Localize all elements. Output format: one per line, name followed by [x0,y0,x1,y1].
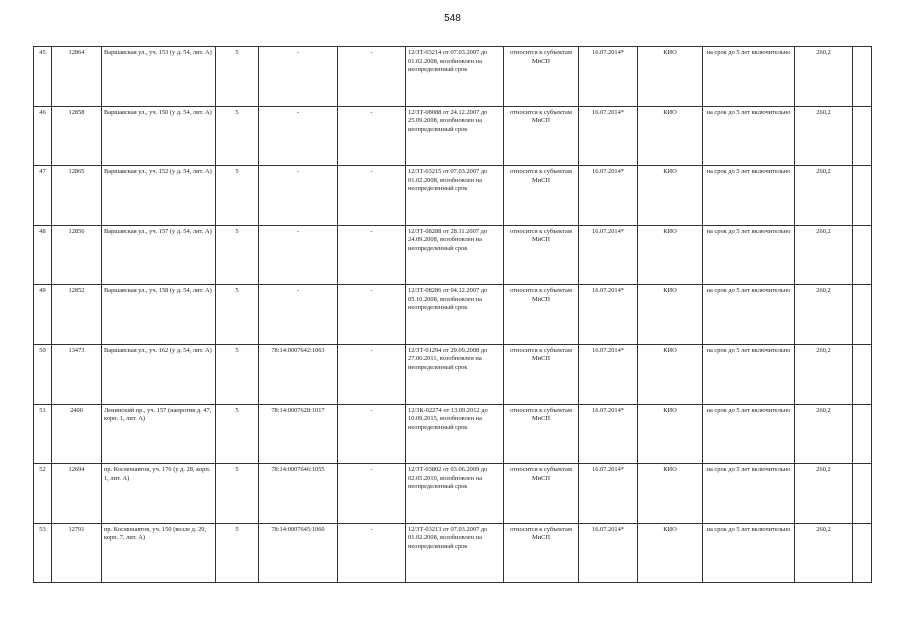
category-cell: относится к субъектам МиСП [504,225,579,285]
contract-cell: 12/ЗТ-08088 от 24.12.2007 до 25.09.2008, возобновлен на неопределенный срок [406,106,504,166]
category-cell: относится к субъектам МиСП [504,166,579,226]
empty-cell [853,166,872,226]
holder-cell: КИО [638,106,703,166]
area-cell: 5 [216,523,259,583]
dash-cell: - [338,344,406,404]
row-number-cell: 53 [34,523,52,583]
empty-cell [853,47,872,107]
term-cell: на срок до 5 лет включительно [703,106,795,166]
area-cell: 5 [216,47,259,107]
empty-cell [853,523,872,583]
dash-cell: - [338,47,406,107]
area-cell: 5 [216,344,259,404]
date-cell: 16.07.2014* [579,285,638,345]
empty-cell [853,344,872,404]
holder-cell: КИО [638,344,703,404]
price-cell: 260,2 [795,464,853,524]
dash-cell: - [338,404,406,464]
table-row [34,166,872,226]
dash-cell: - [338,523,406,583]
row-number-cell: 50 [34,344,52,404]
address-cell: Варшавская ул., уч. 153 (у д. 54, лит. А) [102,47,216,107]
row-number-cell: 51 [34,404,52,464]
area-cell: 5 [216,225,259,285]
price-cell: 260,2 [795,225,853,285]
holder-cell: КИО [638,225,703,285]
category-cell: относится к субъектам МиСП [504,47,579,107]
area-cell: 5 [216,166,259,226]
holder-cell: КИО [638,47,703,107]
cadastral-number-cell: - [259,166,338,226]
price-cell: 260,2 [795,344,853,404]
row-number-cell: 48 [34,225,52,285]
table-row [34,106,872,166]
area-cell: 5 [216,404,259,464]
contract-cell: 12/ЗТ-03214 от 07.03.2007 до 01.02.2008, возобновлен на неопределенный срок [406,47,504,107]
contract-cell: 12/ЗК-02274 от 13.09.2012 до 10.09.2015, возобновлен на неопределенный срок [406,404,504,464]
holder-cell: КИО [638,464,703,524]
table-row [34,464,872,524]
empty-cell [853,464,872,524]
price-cell: 260,2 [795,47,853,107]
dash-cell: - [338,166,406,226]
empty-cell [853,404,872,464]
object-id-cell: 12858 [52,106,102,166]
price-cell: 260,2 [795,106,853,166]
object-id-cell: 12856 [52,225,102,285]
table-row [34,285,872,345]
contract-cell: 12/ЗТ-03215 от 07.03.2007 до 01.02.2008, возобновлен на неопределенный срок [406,166,504,226]
cadastral-number-cell: 78:14:0007645:1060 [259,523,338,583]
area-cell: 5 [216,285,259,345]
cadastral-number-cell: 78:14:0007646:1055 [259,464,338,524]
dash-cell: - [338,464,406,524]
category-cell: относится к субъектам МиСП [504,285,579,345]
holder-cell: КИО [638,285,703,345]
contract-cell: 12/ЗТ-03213 от 07.03.2007 до 01.02.2008, возобновлен на неопределенный срок [406,523,504,583]
object-id-cell: 12864 [52,47,102,107]
term-cell: на срок до 5 лет включительно [703,523,795,583]
date-cell: 16.07.2014* [579,344,638,404]
cadastral-number-cell: 78:14:0007642:1063 [259,344,338,404]
date-cell: 16.07.2014* [579,225,638,285]
address-cell: Варшавская ул., уч. 150 (у д. 54, лит. А) [102,106,216,166]
date-cell: 16.07.2014* [579,106,638,166]
dash-cell: - [338,106,406,166]
row-number-cell: 46 [34,106,52,166]
contract-cell: 12/ЗТ-08286 от 04.12.2007 до 05.10.2008, возобновлен на неопределенный срок [406,285,504,345]
area-cell: 5 [216,464,259,524]
contract-cell: 12/ЗТ-03802 от 03.06.2009 до 02.05.2010, возобновлен на неопределенный срок [406,464,504,524]
address-cell: Варшавская ул., уч. 152 (у д. 54, лит. А) [102,166,216,226]
price-cell: 260,2 [795,166,853,226]
term-cell: на срок до 5 лет включительно [703,47,795,107]
table-row [34,523,872,583]
dash-cell: - [338,285,406,345]
category-cell: относится к субъектам МиСП [504,344,579,404]
empty-cell [853,285,872,345]
category-cell: относится к субъектам МиСП [504,523,579,583]
term-cell: на срок до 5 лет включительно [703,285,795,345]
price-cell: 260,2 [795,404,853,464]
address-cell: Варшавская ул., уч. 157 (у д. 54, лит. А) [102,225,216,285]
table-row [34,225,872,285]
object-id-cell: 2400 [52,404,102,464]
empty-cell [853,106,872,166]
contract-cell: 12/ЗТ-01294 от 29.09.2008 до 27.06.2011, возобновлен на неопределенный срок [406,344,504,404]
object-id-cell: 12852 [52,285,102,345]
term-cell: на срок до 5 лет включительно [703,225,795,285]
table-row [34,344,872,404]
object-id-cell: 12865 [52,166,102,226]
object-id-cell: 12694 [52,464,102,524]
cadastral-number-cell: - [259,47,338,107]
object-id-cell: 12791 [52,523,102,583]
category-cell: относится к субъектам МиСП [504,106,579,166]
cadastral-number-cell: - [259,106,338,166]
empty-cell [853,225,872,285]
table-row [34,47,872,107]
address-cell: Ленинский пр., уч. 157 (напротив д. 47, корп. 1, лит. А) [102,404,216,464]
term-cell: на срок до 5 лет включительно [703,344,795,404]
row-number-cell: 47 [34,166,52,226]
address-cell: Варшавская ул., уч. 162 (у д. 54, лит. А) [102,344,216,404]
term-cell: на срок до 5 лет включительно [703,166,795,226]
category-cell: относится к субъектам МиСП [504,404,579,464]
date-cell: 16.07.2014* [579,464,638,524]
row-number-cell: 45 [34,47,52,107]
term-cell: на срок до 5 лет включительно [703,464,795,524]
term-cell: на срок до 5 лет включительно [703,404,795,464]
cadastral-number-cell: - [259,225,338,285]
cadastral-number-cell: - [259,285,338,345]
price-cell: 260,2 [795,285,853,345]
address-cell: Варшавская ул., уч. 158 (у д. 54, лит. А) [102,285,216,345]
price-cell: 260,2 [795,523,853,583]
address-cell: пр. Космонавтов, уч. 176 (у д. 28, корп. 1, лит. А) [102,464,216,524]
contract-cell: 12/ЗТ-08288 от 28.11.2007 до 24.09.2008, возобновлен на неопределенный срок [406,225,504,285]
registry-table [33,46,872,583]
date-cell: 16.07.2014* [579,166,638,226]
registry-body [34,47,872,583]
dash-cell: - [338,225,406,285]
area-cell: 5 [216,106,259,166]
cadastral-number-cell: 78:14:0007628:1017 [259,404,338,464]
date-cell: 16.07.2014* [579,404,638,464]
table-row [34,404,872,464]
holder-cell: КИО [638,404,703,464]
object-id-cell: 13473 [52,344,102,404]
date-cell: 16.07.2014* [579,47,638,107]
holder-cell: КИО [638,166,703,226]
address-cell: пр. Космонавтов, уч. 150 (возле д. 29, корп. 7, лит. А) [102,523,216,583]
page-number: 548 [444,13,461,24]
row-number-cell: 52 [34,464,52,524]
holder-cell: КИО [638,523,703,583]
category-cell: относится к субъектам МиСП [504,464,579,524]
date-cell: 16.07.2014* [579,523,638,583]
row-number-cell: 49 [34,285,52,345]
